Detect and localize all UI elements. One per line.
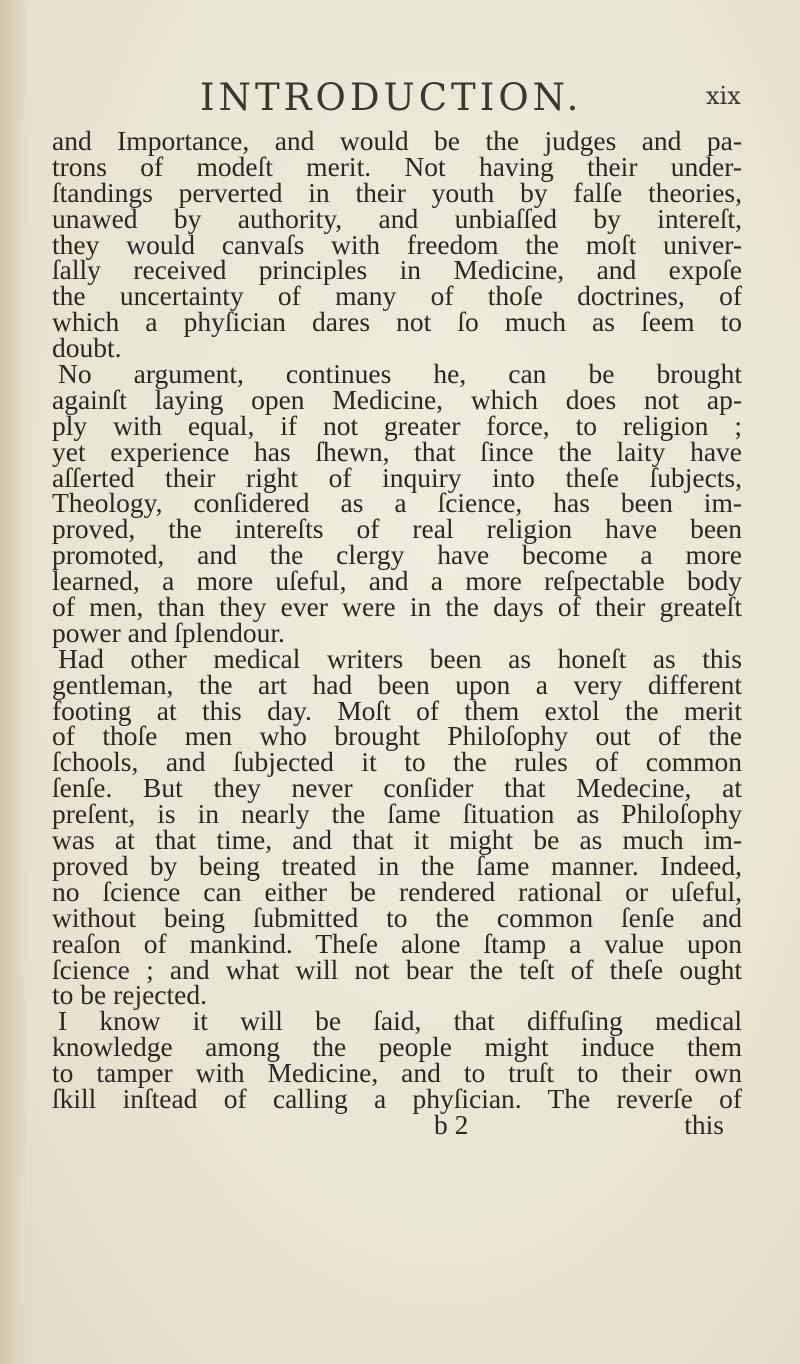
text-line: ſcience ; and what will not bear the teſt of theſe ought — [52, 953, 742, 985]
text-line: ply with equal, if not greater force, to religion ; — [52, 409, 742, 441]
text-line: footing at this day. Moſt of them extol the merit — [52, 694, 742, 726]
text-line: proved by being treated in the ſame manner. Indeed, — [52, 849, 742, 881]
text-line: unawed by authority, and unbiaſſed by intereſt, — [52, 202, 742, 234]
text-line: learned, a more uſeful, and a more reſpectable body — [52, 565, 742, 597]
text-line: I know it will be ſaid, that diffuſing medical — [58, 1005, 742, 1037]
text-line: trons of modeſt merit. Not having their under- — [52, 150, 742, 182]
text-line: gentleman, the art had been upon a very different — [52, 668, 742, 700]
text-line: of thoſe men who brought Philoſophy out of the — [52, 720, 742, 752]
text-line: ſchools, and ſubjected it to the rules of common — [52, 746, 742, 778]
text-line: knowledge among the people might induce them — [52, 1031, 742, 1063]
text-line: yet experience has ſhewn, that ſince the laity have — [52, 435, 742, 467]
text-line: ſenſe. But they never conſider that Medecine, at — [52, 772, 742, 804]
text-line: proved, the intereſts of real religion have been — [52, 513, 742, 545]
body-text — [52, 125, 742, 1140]
text-line: of men, than they ever were in the days of their greateſt — [52, 591, 742, 623]
running-header: INTRODUCTION. — [200, 76, 583, 119]
text-line: aſſerted their right of inquiry into theſe ſubjects, — [52, 461, 742, 493]
text-line: reaſon of mankind. Theſe alone ſtamp a value upon — [52, 927, 742, 959]
page-gutter-shadow — [0, 0, 28, 1364]
text-line: and Importance, and would be the judges and pa- — [52, 125, 742, 156]
text-line: againſt laying open Medicine, which does not ap- — [52, 383, 742, 415]
page-number: xix — [706, 82, 741, 110]
text-line: No argument, continues he, can be brought — [58, 358, 742, 390]
text-line: to tamper with Medicine, and to truſt to their own — [52, 1057, 742, 1089]
catchword: this — [684, 1108, 724, 1140]
text-line: ſkill inſtead of calling a phyſician. The reverſe of — [52, 1082, 742, 1114]
text-line: ſally received principles in Medicine, and expoſe — [52, 254, 742, 286]
text-line: the uncertainty of many of thoſe doctrines, of — [52, 280, 742, 312]
text-line: Theology, conſidered as a ſcience, has been im- — [52, 487, 742, 519]
text-line: doubt. — [52, 332, 122, 364]
text-line: promoted, and the clergy have become a more — [52, 539, 742, 571]
signature-mark: b 2 — [434, 1108, 469, 1140]
text-line: which a phyſician dares not ſo much as ſeem to — [52, 306, 742, 338]
text-line: without being ſubmitted to the common ſenſe and — [52, 901, 742, 933]
text-line: power and ſplendour. — [52, 616, 285, 648]
text-line: ſtandings perverted in their youth by falſe theories, — [52, 176, 742, 208]
text-line: no ſcience can either be rendered rational or uſeful, — [52, 875, 742, 907]
text-line: Had other medical writers been as honeſt as this — [58, 642, 742, 674]
text-line: they would canvaſs with freedom the moſt univer- — [52, 228, 742, 260]
text-line: preſent, is in nearly the ſame ſituation as Philoſophy — [52, 798, 742, 830]
page-footer — [52, 1108, 742, 1140]
text-line: was at that time, and that it might be as much im- — [52, 824, 742, 856]
text-line: to be rejected. — [52, 979, 207, 1011]
